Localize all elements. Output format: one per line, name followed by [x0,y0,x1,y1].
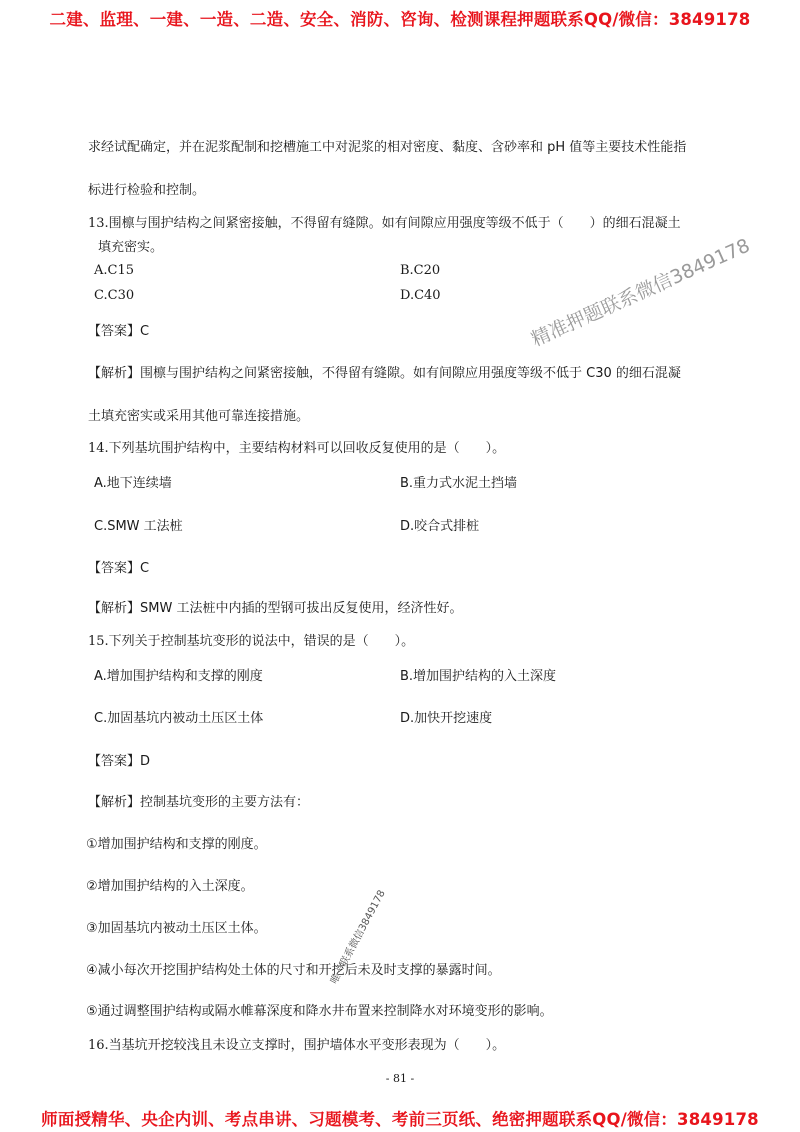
top-banner: 二建、监理、一建、一造、二造、安全、消防、咨询、检测课程押题联系QQ/微信：3849178 [49,10,751,29]
q13-stem-line-2: 填充密实。 [98,240,164,255]
q13-option-a: A.C15 [94,263,135,278]
q13-option-c: C.C30 [94,288,135,303]
q15-point-1: ①增加围护结构和支撑的刚度。 [86,837,267,852]
q13-analysis-line-2: 土填充密实或采用其他可靠连接措施。 [88,409,310,424]
watermark-large: 精准押题联系微信3849178 [528,234,754,351]
q14-option-a: A.地下连续墙 [94,476,172,491]
page-number: - 81 - [385,1072,415,1085]
q14-option-c: C.SMW 工法桩 [94,519,183,534]
q14-stem: 14.下列基坑围护结构中，主要结构材料可以回收反复使用的是（ ）。 [88,441,506,456]
q16-stem: 16.当基坑开挖较浅且未设立支撑时，围护墙体水平变形表现为（ ）。 [88,1038,506,1053]
q13-analysis-line-1: 【解析】围檩与围护结构之间紧密接触，不得留有缝隙。如有间隙应用强度等级不低于 C30 的细石混凝 [88,366,681,381]
q15-point-5: ⑤通过调整围护结构或隔水帷幕深度和降水井布置来控制降水对环境变形的影响。 [86,1004,553,1019]
q15-option-b: B.增加围护结构的入土深度 [400,669,557,684]
q15-point-3: ③加固基坑内被动土压区土体。 [86,921,267,936]
q14-option-b: B.重力式水泥土挡墙 [400,476,518,491]
q13-stem-line-1: 13.围檩与围护结构之间紧密接触，不得留有缝隙。如有间隙应用强度等级不低于（ ）的细石混凝土 [88,216,681,231]
q13-option-d: D.C40 [400,288,441,303]
q15-point-2: ②增加围护结构的入土深度。 [86,879,254,894]
q15-answer: 【答案】D [88,754,151,769]
watermark-small: 唯一联系微信3849178 [328,888,388,987]
q15-point-4: ④减小每次开挖围护结构处土体的尺寸和开挖后未及时支撑的暴露时间。 [86,963,501,978]
q15-stem: 15.下列关于控制基坑变形的说法中，错误的是（ ）。 [88,634,415,649]
intro-line-1: 求经试配确定，并在泥浆配制和挖槽施工中对泥浆的相对密度、黏度、含砂率和 pH 值等主要技术性能指 [88,140,687,155]
q14-option-d: D.咬合式排桩 [400,519,480,534]
bottom-banner: 师面授精华、央企内训、考点串讲、习题模考、考前三页纸、绝密押题联系QQ/微信：3849178 [41,1110,759,1129]
q15-analysis: 【解析】控制基坑变形的主要方法有： [88,795,310,810]
intro-line-2: 标进行检验和控制。 [88,183,206,198]
q13-option-b: B.C20 [400,263,441,278]
q15-option-c: C.加固基坑内被动土压区土体 [94,711,264,726]
q15-option-a: A.增加围护结构和支撑的刚度 [94,669,263,684]
q13-answer: 【答案】C [88,324,150,339]
q14-analysis: 【解析】SMW 工法桩中内插的型钢可拔出反复使用，经济性好。 [88,601,463,616]
q14-answer: 【答案】C [88,561,150,576]
q15-option-d: D.加快开挖速度 [400,711,493,726]
